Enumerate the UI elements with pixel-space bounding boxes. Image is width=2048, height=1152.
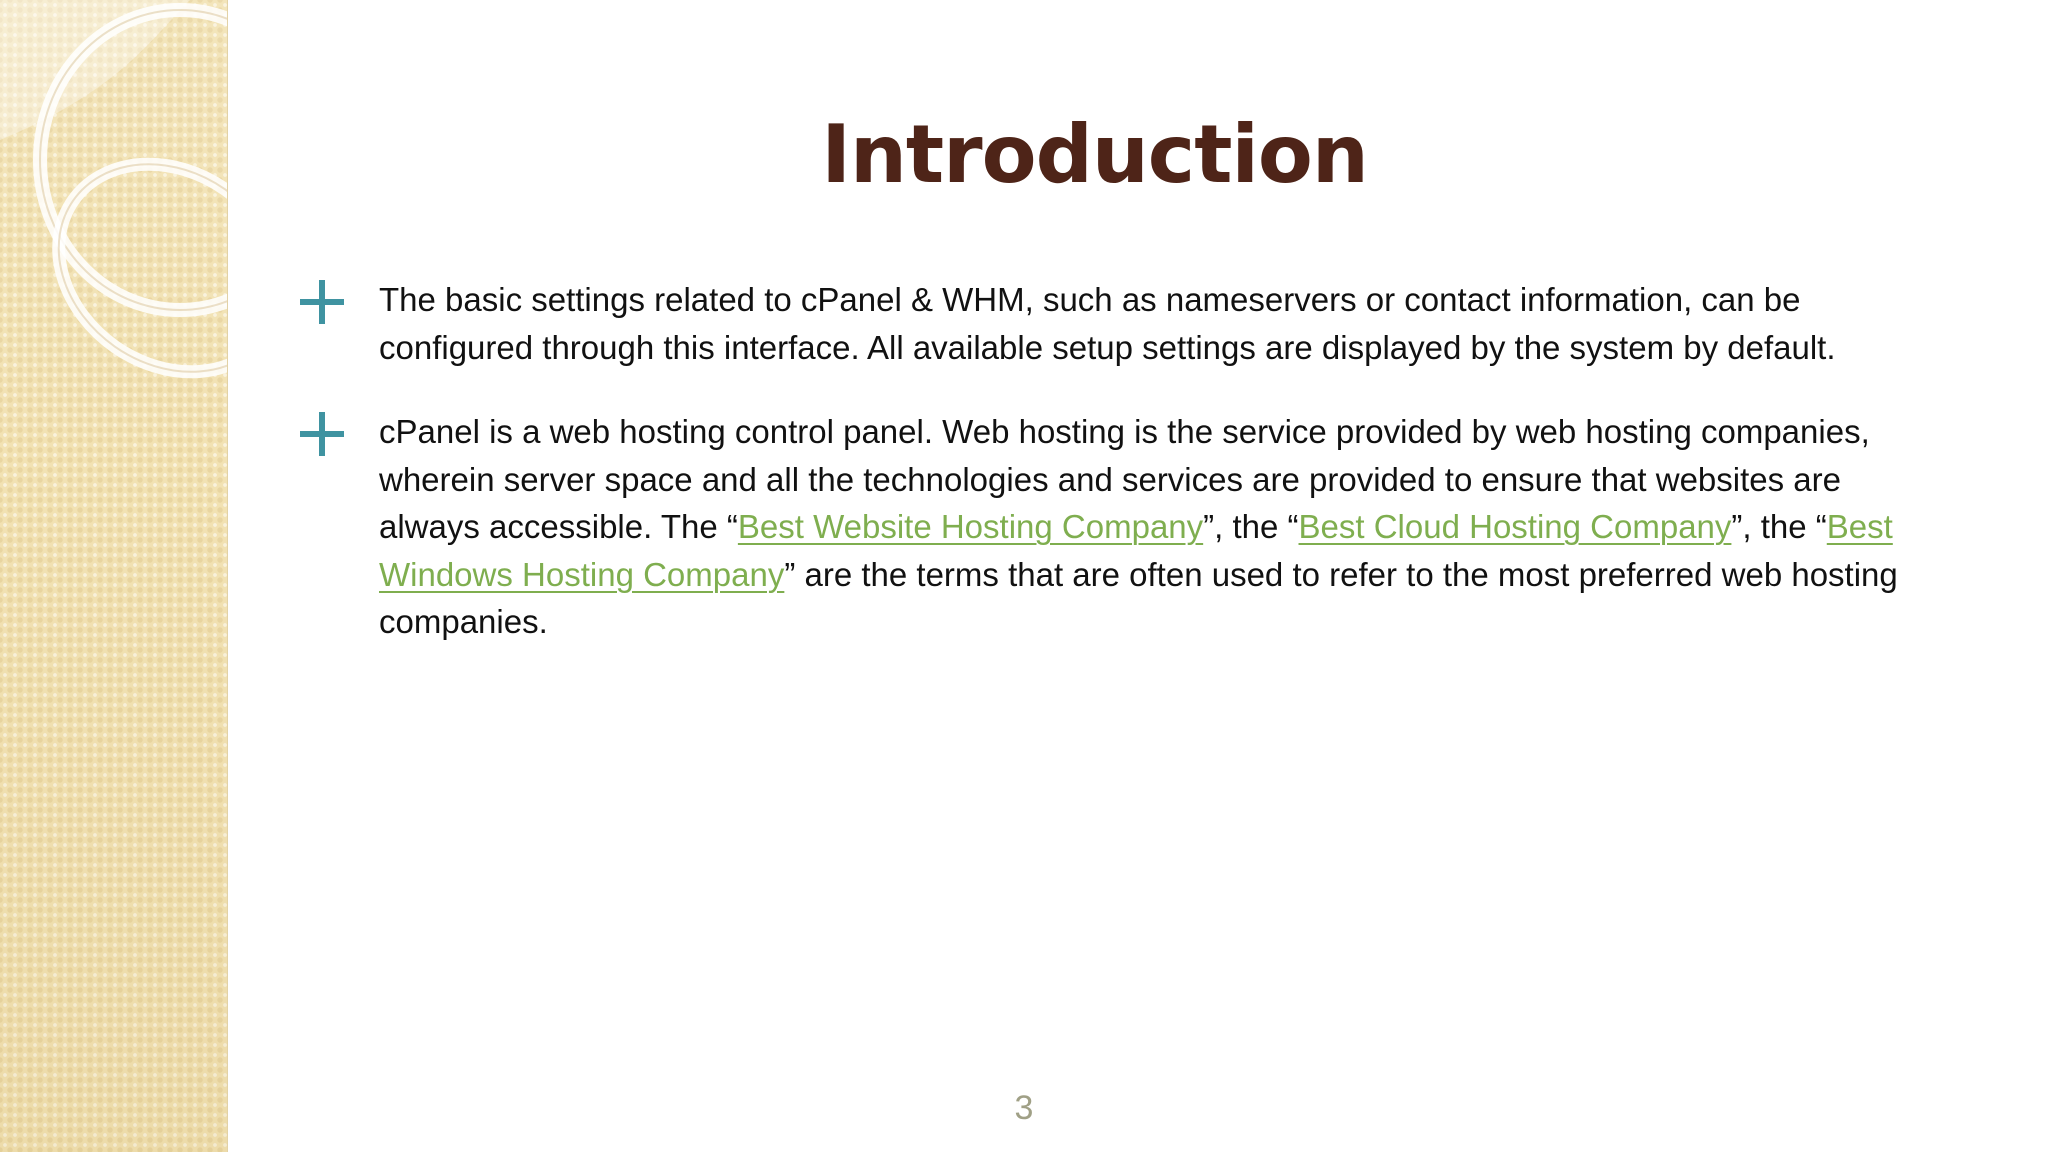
link-best-windows-hosting-company[interactable]: Best Windows Hosting Company (379, 508, 1893, 593)
plus-icon (300, 280, 344, 324)
bullet-text-2-between-1: ”, the “ (1203, 508, 1299, 545)
slide-title: Introduction (821, 108, 1368, 201)
link-best-website-hosting-company[interactable]: Best Website Hosting Company (737, 508, 1204, 545)
page-number: 3 (1014, 1089, 1034, 1127)
bullet-text-2-between-2: ”, the “ (1731, 508, 1827, 545)
decorative-sidebar (0, 0, 228, 1152)
plus-icon (300, 412, 344, 456)
bullet-item-2 (300, 408, 1930, 646)
link-best-cloud-hosting-company[interactable]: Best Cloud Hosting Company (1298, 508, 1732, 545)
bullet-text-2-before: cPanel is a web hosting control panel. Web hosting is the service provided by web hosting companies, wherein server space and all the technologies and services are provided to ensure that websites are always accessible. The “ (379, 413, 1870, 545)
bullet-item-1 (300, 276, 1930, 371)
bullet-text-2-after: ” are the terms that are often used to refer to the most preferred web hosting companies. (379, 555, 1898, 640)
bullet-list (300, 276, 1930, 683)
bullet-text-1: The basic settings related to cPanel & WHM, such as nameservers or contact information, can be configured through this interface. All available setup settings are displayed by the system by default. (379, 281, 1836, 366)
decorative-swirl (0, 0, 228, 420)
